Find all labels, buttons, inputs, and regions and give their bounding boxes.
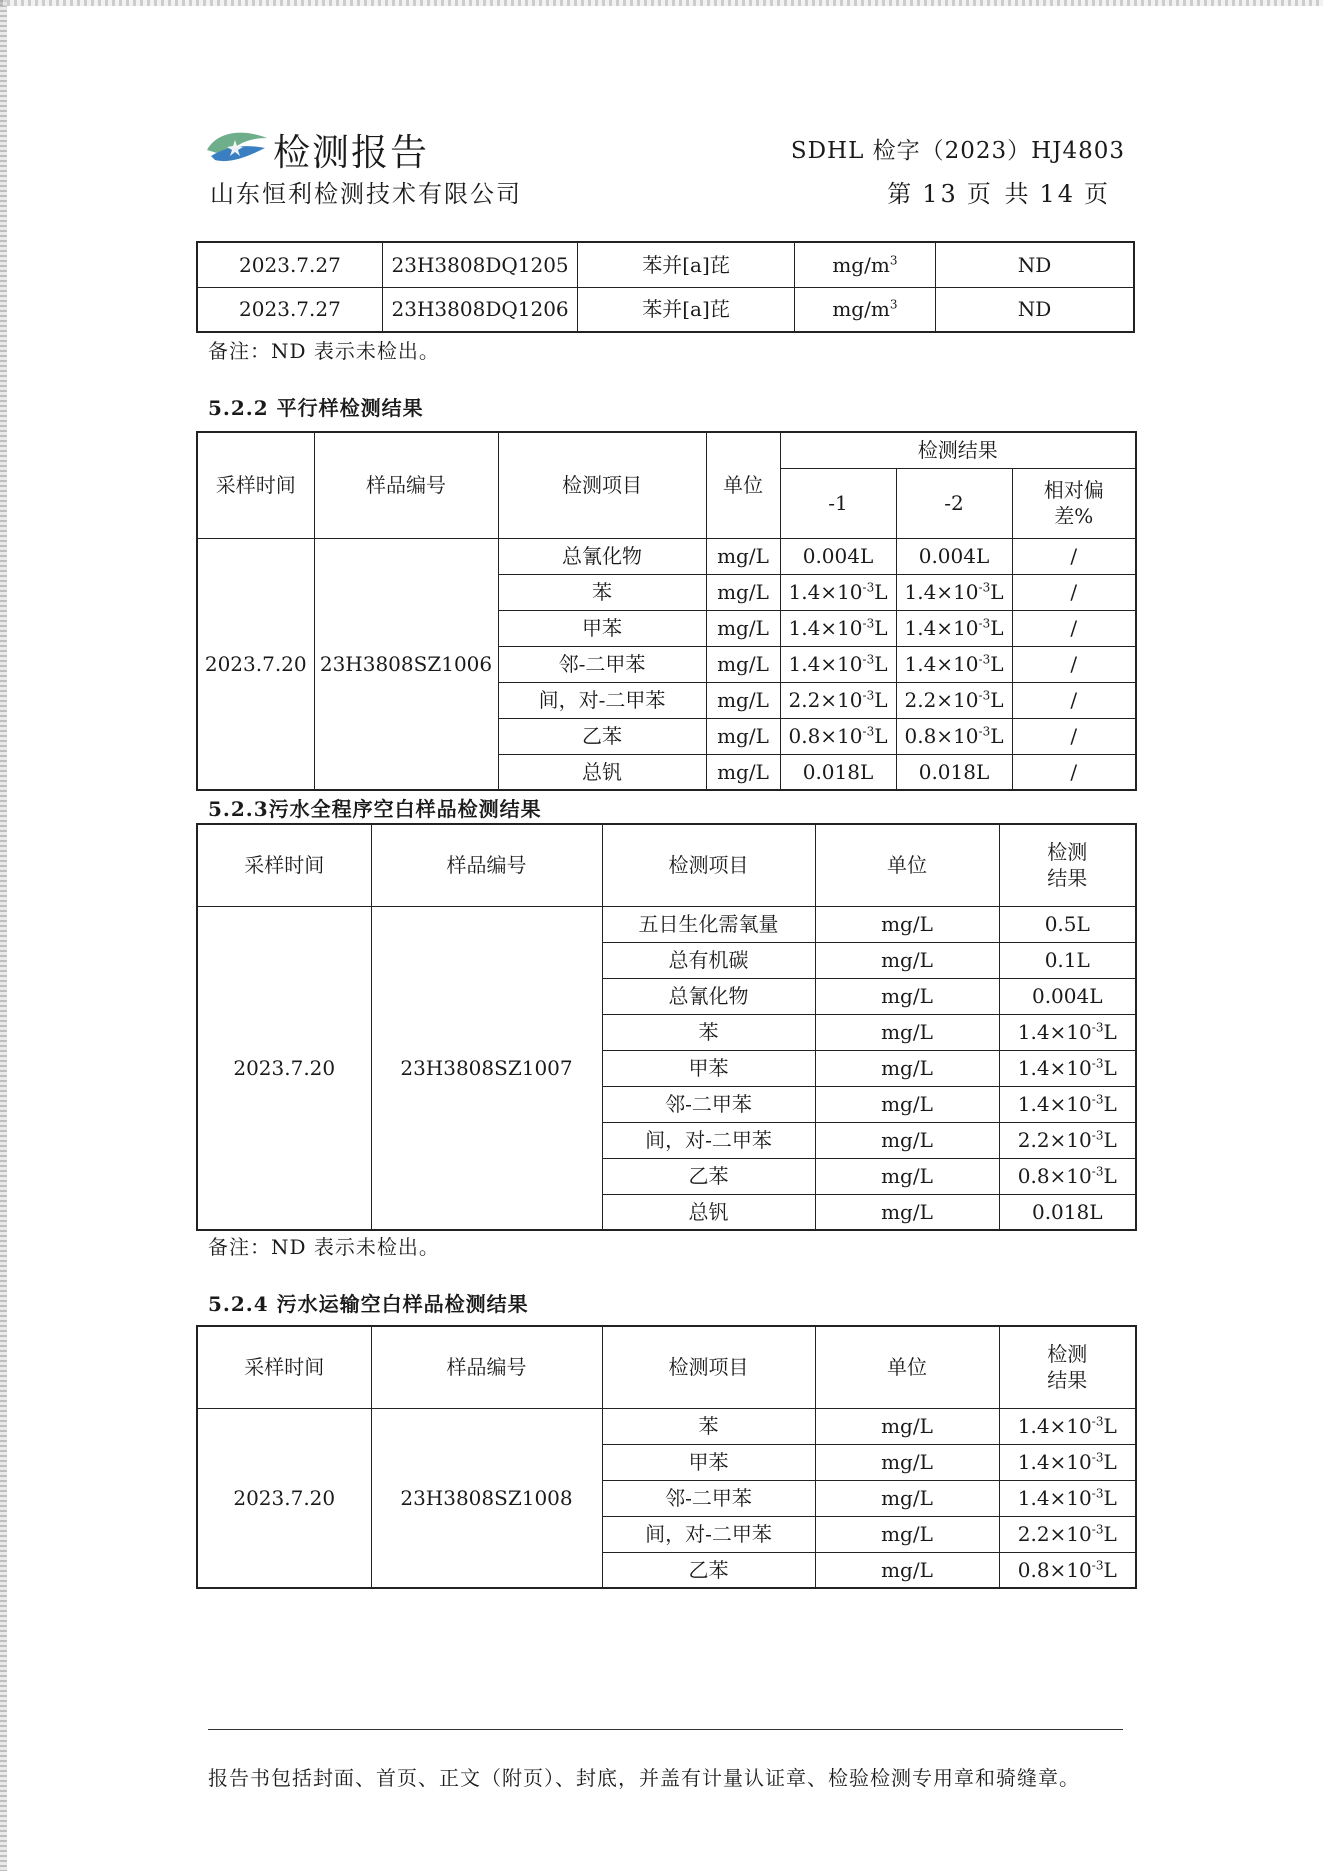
report-number: SDHL 检字（2023）HJ4803 <box>790 138 1125 164</box>
table-row: 乙苯 mg/L $0.8\times 10^{-3}L$ <box>197 1158 1136 1194</box>
table-row: 甲苯 mg/L $1.4\times 10^{-3}L$ <box>197 1050 1136 1086</box>
table-parallel-samples <box>196 431 1137 791</box>
table-row: 2023.7.20 23H3808SZ1006 总氰化物 mg/L 0.004L 0.004L / <box>197 538 1136 574</box>
table-row: 乙苯 mg/L $0.8\times 10^{-3}L$ $0.8\times 10^{-3}L$ / <box>197 718 1136 754</box>
table-row: 间，对-二甲苯 mg/L $2.2\times 10^{-3}L$ <box>197 1122 1136 1158</box>
table-note: 备注：ND 表示未检出。 <box>208 339 440 363</box>
report-header <box>205 118 1125 213</box>
table-row: 乙苯 mg/L $0.8\times 10^{-3}L$ <box>197 1552 1136 1588</box>
table-note: 备注：ND 表示未检出。 <box>208 1235 440 1259</box>
table-row: 邻-二甲苯 mg/L $1.4\times 10^{-3}L$ <box>197 1480 1136 1516</box>
table-row: 2023.7.20 23H3808SZ1008 苯 mg/L $1.4\times 10^{-3}L$ <box>197 1408 1136 1444</box>
table-row: 间，对-二甲苯 mg/L $2.2\times 10^{-3}L$ <box>197 1516 1136 1552</box>
table-transport-blank <box>196 1325 1137 1589</box>
table-full-process-blank <box>196 823 1137 1231</box>
footer-divider <box>208 1729 1123 1730</box>
section-title-523: 5.2.3污水全程序空白样品检测结果 <box>208 797 542 821</box>
table-header-row: -1 -2 相对偏 差% <box>197 468 1136 538</box>
table-continuation <box>196 241 1135 333</box>
table-row: 2023.7.27 23H3808DQ1206 苯并[a]芘 $mg/m^3$ ND <box>197 287 1134 332</box>
company-logo-icon <box>205 126 269 166</box>
table-row: 总有机碳 mg/L 0.1L <box>197 942 1136 978</box>
table-row: 苯 mg/L $1.4\times 10^{-3}L$ <box>197 1014 1136 1050</box>
table-header-row: 采样时间 样品编号 检测项目 单位 检测 结果 <box>197 824 1136 906</box>
table-header-row: 采样时间 样品编号 检测项目 单位 检测 结果 <box>197 1326 1136 1408</box>
section-title-522: 5.2.2 平行样检测结果 <box>208 396 424 420</box>
table-header-row: 采样时间 样品编号 检测项目 单位 检测结果 <box>197 432 1136 468</box>
table-row: 2023.7.20 23H3808SZ1007 五日生化需氧量 mg/L 0.5L <box>197 906 1136 942</box>
table-row: 总钒 mg/L 0.018L 0.018L / <box>197 754 1136 790</box>
table-row: 苯 mg/L $1.4\times 10^{-3}L$ $1.4\times 10^{-3}L$ / <box>197 574 1136 610</box>
page-number: 第 13 页 共 14 页 <box>887 180 1111 208</box>
table-row: 甲苯 mg/L $1.4\times 10^{-3}L$ <box>197 1444 1136 1480</box>
report-title: 检测报告 <box>273 131 429 174</box>
table-row: 甲苯 mg/L $1.4\times 10^{-3}L$ $1.4\times 10^{-3}L$ / <box>197 610 1136 646</box>
scan-edge-left <box>0 0 7 1871</box>
company-name: 山东恒利检测技术有限公司 <box>210 180 522 208</box>
section-title-524: 5.2.4 污水运输空白样品检测结果 <box>208 1292 529 1316</box>
table-row: 邻-二甲苯 mg/L $1.4\times 10^{-3}L$ $1.4\times 10^{-3}L$ / <box>197 646 1136 682</box>
table-row: 总氰化物 mg/L 0.004L <box>197 978 1136 1014</box>
scan-edge-top <box>0 0 1323 6</box>
table-row: 间，对-二甲苯 mg/L $2.2\times 10^{-3}L$ $2.2\times 10^{-3}L$ / <box>197 682 1136 718</box>
table-row: 2023.7.27 23H3808DQ1205 苯并[a]芘 $mg/m^3$ ND <box>197 242 1134 287</box>
table-row: 邻-二甲苯 mg/L $1.4\times 10^{-3}L$ <box>197 1086 1136 1122</box>
table-row: 总钒 mg/L 0.018L <box>197 1194 1136 1230</box>
footer-note: 报告书包括封面、首页、正文（附页）、封底，并盖有计量认证章、检验检测专用章和骑缝章。 <box>208 1766 1080 1790</box>
